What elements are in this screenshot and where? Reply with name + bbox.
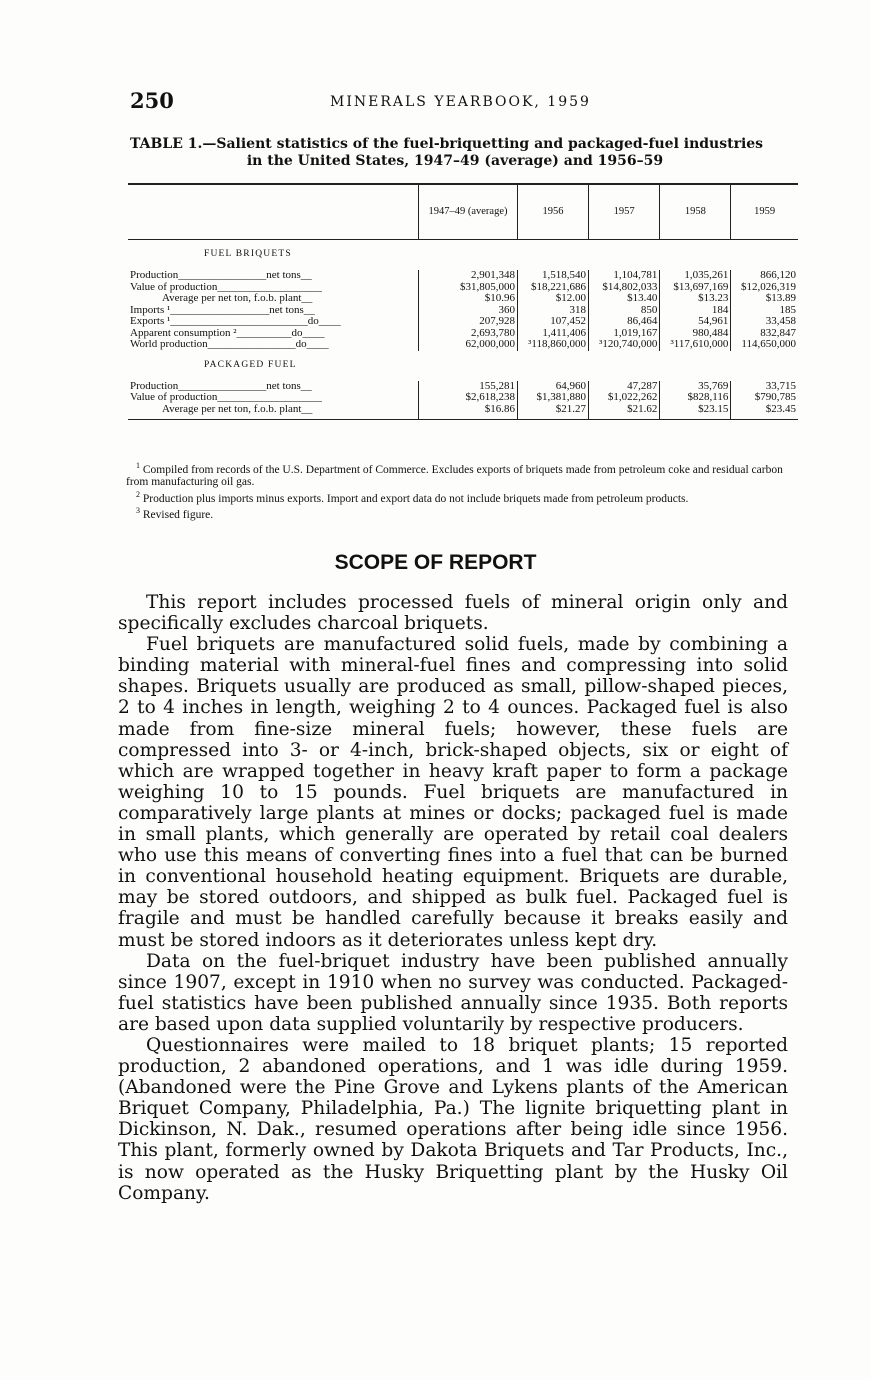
cell-value: 155,281 xyxy=(419,381,518,393)
row-label: Production________________net tons__ xyxy=(130,269,312,281)
cell-value: $14,802,033 xyxy=(588,282,659,294)
cell-value: 1,104,781 xyxy=(588,270,659,282)
table-row xyxy=(128,293,798,305)
row-label: Value of production___________________ xyxy=(130,391,322,403)
row-label: Average per net ton, f.o.b. plant__ xyxy=(162,292,313,304)
footnote-mark: 1 xyxy=(136,461,140,470)
row-label: Production________________net tons__ xyxy=(130,379,312,392)
body-text xyxy=(118,592,788,1204)
cell-value: $16.86 xyxy=(419,404,518,420)
paragraph: Fuel briquets are manufactured solid fuels, made by combining a binding material with mineral-fuel fines and compressing into solid shapes. Briquets usually are produced as small, pillow-shaped pieces, 2 to 4 inches in length, weighing 2 to 4 ounces. Packaged fuel is also made from fine-size mineral fuels; however, these fuels are compressed into 3- or 4-inch, brick-shaped objects, six or eight of which are wrapped together in heavy kraft paper to form a package weighing 10 to 15 pounds. Fuel briquets are manufactured in comparatively large plants at mines or docks; packaged fuel is made in small plants, which generally are operated by retail coal dealers who use this means of converting fines into a fuel that can be burned in conventional household heating equipment. Briquets are durable, may be stored outdoors, and shipped as bulk fuel. Packaged fuel is fragile and must be handled carefully because it breaks easily and must be stored indoors as it deteriorates unless kept dry. xyxy=(118,634,788,951)
cell-value: 64,960 xyxy=(518,381,589,393)
cell-value: $23.45 xyxy=(731,404,798,420)
cell-value: 33,715 xyxy=(731,381,798,393)
table-caption-line1: TABLE 1.—Salient statistics of the fuel-briquetting and packaged-fuel industries xyxy=(130,136,764,152)
cell-value: 86,464 xyxy=(588,316,659,328)
table-section-row xyxy=(128,240,798,271)
cell-value: $828,116 xyxy=(660,392,731,404)
cell-value: $13.23 xyxy=(660,293,731,305)
column-header: 1959 xyxy=(731,184,798,240)
cell-value: $31,805,000 xyxy=(419,282,518,294)
column-header: 1957 xyxy=(588,184,659,240)
footnote xyxy=(126,489,798,505)
cell-value: 1,411,406 xyxy=(518,328,589,340)
cell-value: 54,961 xyxy=(660,316,731,328)
cell-value: $10.96 xyxy=(419,293,518,305)
table-row xyxy=(128,404,798,420)
table-row xyxy=(128,270,798,282)
cell-value: ³117,610,000 xyxy=(660,339,731,351)
cell-value: $13,697,169 xyxy=(660,282,731,294)
cell-value: 866,120 xyxy=(731,270,798,282)
section-heading: PACKAGED FUEL xyxy=(204,359,297,370)
page-number: 250 xyxy=(130,88,174,113)
column-header: 1956 xyxy=(518,184,589,240)
row-label: Value of production___________________ xyxy=(130,280,322,293)
cell-value: 107,452 xyxy=(518,316,589,328)
cell-value: 207,928 xyxy=(419,316,518,328)
cell-value: $1,022,262 xyxy=(588,392,659,404)
cell-value: 62,000,000 xyxy=(419,339,518,351)
row-label: Imports ¹__________________net tons__ xyxy=(130,303,315,316)
paragraph: This report includes processed fuels of mineral origin only and specifically excludes charcoal briquets. xyxy=(118,592,788,635)
cell-value: 1,019,167 xyxy=(588,328,659,340)
section-title: SCOPE OF REPORT xyxy=(334,551,537,574)
cell-value: $1,381,880 xyxy=(518,392,589,404)
row-label: World production________________do____ xyxy=(130,338,329,350)
statistics-table xyxy=(128,183,798,420)
row-label: Exports ¹_________________________do____ xyxy=(130,315,341,327)
cell-value: 114,650,000 xyxy=(731,339,798,351)
cell-value: ³120,740,000 xyxy=(588,339,659,351)
cell-value: 850 xyxy=(588,305,659,317)
paragraph: Data on the fuel-briquet industry have been published annually since 1907, except in 1910 when no survey was conducted. Packaged-fuel statistics have been published annually since 1935. Both reports are based upon data supplied voluntarily by respective producers. xyxy=(118,950,788,1035)
cell-value: $2,618,238 xyxy=(419,392,518,404)
section-heading: FUEL BRIQUETS xyxy=(204,249,292,260)
cell-value: 185 xyxy=(731,305,798,317)
cell-value: $13.40 xyxy=(588,293,659,305)
footnote-mark: 2 xyxy=(136,489,140,499)
table-caption xyxy=(130,136,800,170)
cell-value: 360 xyxy=(419,305,518,317)
paragraph: Questionnaires were mailed to 18 briquet plants; 15 reported production, 2 abandoned operations, and 1 was idle during 1959. (Abandoned were the Pine Grove and Lykens plants of the American Briquet Company, Philadelphia, Pa.) The lignite briquetting plant in Dickinson, N. Dak., resumed operations after being idle since 1956. This plant, formerly owned by Dakota Briquets and Tar Products, Inc., is now operated as the Husky Briquetting plant by the Husky Oil Company. xyxy=(118,1034,788,1204)
cell-value: 832,847 xyxy=(731,328,798,340)
cell-value: 2,693,780 xyxy=(419,328,518,340)
column-header xyxy=(128,184,419,240)
footnote xyxy=(126,460,798,489)
table-section-row xyxy=(128,351,798,381)
table-header-row xyxy=(128,184,798,240)
running-head: MINERALS YEARBOOK, 1959 xyxy=(330,94,591,110)
cell-value: 1,518,540 xyxy=(518,270,589,282)
table-footnotes xyxy=(126,460,798,521)
cell-value: $12,026,319 xyxy=(731,282,798,294)
cell-value: 1,035,261 xyxy=(660,270,731,282)
cell-value: $18,221,686 xyxy=(518,282,589,294)
cell-value: $21.62 xyxy=(588,404,659,420)
column-header: 1947–49 (average) xyxy=(419,184,518,240)
cell-value: $790,785 xyxy=(731,392,798,404)
cell-value: 35,769 xyxy=(660,381,731,393)
footnote-mark: 3 xyxy=(136,506,140,516)
footnote-text: Revised figure. xyxy=(140,508,214,521)
footnote-text: Compiled from records of the U.S. Department of Commerce. Excludes exports of briquets made from petroleum coke and residual carbon from manufacturing oil gas. xyxy=(126,463,783,489)
cell-value: 33,458 xyxy=(731,316,798,328)
footnote xyxy=(126,505,798,521)
footnote-text: Production plus imports minus exports. Import and export data do not include briquets made from petroleum products. xyxy=(140,492,689,505)
cell-value: $13.89 xyxy=(731,293,798,305)
table-caption-line2: in the United States, 1947–49 (average) and 1956–59 xyxy=(246,153,664,169)
cell-value: 318 xyxy=(518,305,589,317)
table-row xyxy=(128,392,798,404)
cell-value: 2,901,348 xyxy=(419,270,518,282)
column-header: 1958 xyxy=(660,184,731,240)
cell-value: ³118,860,000 xyxy=(518,339,589,351)
cell-value: $21.27 xyxy=(518,404,589,420)
cell-value: 184 xyxy=(660,305,731,317)
table-body xyxy=(128,240,798,420)
row-label: Apparent consumption ²__________do____ xyxy=(130,326,325,339)
cell-value: $12.00 xyxy=(518,293,589,305)
table-row xyxy=(128,339,798,351)
cell-value: $23.15 xyxy=(660,404,731,420)
cell-value: 47,287 xyxy=(588,381,659,393)
cell-value: 980,484 xyxy=(660,328,731,340)
table-row xyxy=(128,316,798,328)
row-label: Average per net ton, f.o.b. plant__ xyxy=(128,404,419,420)
page-header xyxy=(130,88,800,118)
